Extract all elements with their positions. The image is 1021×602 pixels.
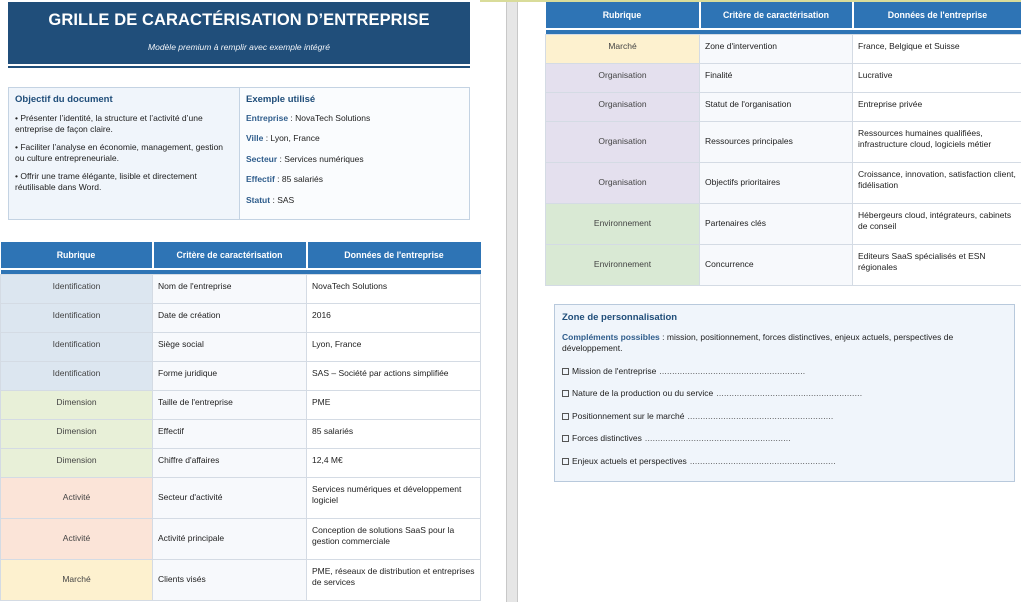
cell-donnees[interactable]: NovaTech Solutions [307,274,481,303]
checkbox-icon[interactable] [562,458,569,465]
table-row [1,390,481,419]
field-separator: : [288,112,296,123]
table-header-row [546,2,1021,29]
document-title: GRILLE DE CARACTÉRISATION D’ENTREPRISE [48,11,430,29]
document-subtitle: Modèle premium à remplir avec exemple intégré [148,42,330,52]
table-header-row [1,242,481,269]
checklist-item[interactable] [562,433,1007,445]
checkbox-icon[interactable] [562,390,569,397]
cell-critere[interactable]: Zone d'intervention [700,34,853,63]
objective-bullet: • Faciliter l’analyse en économie, management, gestion ou culture entrepreneuriale. [15,141,224,163]
cell-donnees[interactable]: France, Belgique et Suisse [853,34,1021,63]
characterization-table-page2 [545,2,1021,286]
fill-in-line[interactable]: ......................................................... [689,455,836,466]
table-row [1,448,481,477]
checkbox-icon[interactable] [562,368,569,375]
characterization-table-page1 [0,242,481,601]
header-rubrique: Rubrique [546,2,700,29]
page-gutter [506,2,518,602]
fill-in-line[interactable]: ......................................................... [716,388,863,398]
field-value: SAS [277,194,295,205]
header-donnees: Données de l'entreprise [307,242,481,269]
cell-donnees[interactable]: Editeurs SaaS spécialisés et ESN régionales [853,244,1021,285]
fill-in-line[interactable]: ......................................................... [687,410,834,421]
table-row [546,34,1021,63]
complements-text [562,332,1007,355]
table-row [546,121,1021,162]
cell-donnees[interactable]: Ressources humaines qualifiées, infrastructure cloud, logiciels métier [853,121,1021,162]
checklist-item[interactable] [562,388,1007,400]
example-panel [240,88,469,219]
header-donnees: Données de l'entreprise [853,2,1021,29]
cell-donnees[interactable]: SAS – Société par actions simplifiée [307,361,481,390]
table-row [546,63,1021,92]
cell-rubrique: Marché [1,559,153,600]
cell-rubrique: Organisation [546,92,700,121]
table-row [1,274,481,303]
field-separator: : [274,174,282,184]
cell-donnees[interactable]: 2016 [307,303,481,332]
personalization-zone [554,304,1015,482]
cell-rubrique: Organisation [546,121,700,162]
cell-critere[interactable]: Finalité [700,63,853,92]
info-box [8,87,470,220]
cell-donnees[interactable]: 12,4 M€ [307,448,481,477]
cell-rubrique: Environnement [546,244,700,285]
cell-donnees[interactable]: Hébergeurs cloud, intégrateurs, cabinets de conseil [853,203,1021,244]
complements-separator: : [659,331,667,342]
checklist-label: Mission de l'entreprise [572,365,657,376]
cell-rubrique: Organisation [546,63,700,92]
cell-donnees[interactable]: Croissance, innovation, satisfaction client, fidélisation [853,162,1021,203]
cell-critere[interactable]: Nom de l'entreprise [153,274,307,303]
table-row [546,203,1021,244]
table-row [1,477,481,518]
cell-critere[interactable]: Secteur d'activité [153,477,307,518]
checklist-label: Forces distinctives [572,433,642,443]
cell-critere[interactable]: Effectif [153,419,307,448]
cell-rubrique: Dimension [1,390,153,419]
cell-rubrique: Identification [1,303,153,332]
cell-donnees[interactable]: Lucrative [853,63,1021,92]
table-row [1,361,481,390]
cell-donnees[interactable]: PME, réseaux de distribution et entreprises de services [307,559,481,600]
cell-donnees[interactable]: PME [307,390,481,419]
cell-rubrique: Organisation [546,162,700,203]
cell-critere[interactable]: Concurrence [700,244,853,285]
checklist-label: Positionnement sur le marché [572,410,685,421]
table-row [1,518,481,559]
checklist-label: Enjeux actuels et perspectives [572,455,687,466]
field-label: Ville [246,133,264,143]
cell-critere[interactable]: Date de création [153,303,307,332]
cell-donnees[interactable]: Entreprise privée [853,92,1021,121]
cell-critere[interactable]: Siège social [153,332,307,361]
field-label: Statut [246,194,271,205]
checkbox-icon[interactable] [562,435,569,442]
table-body [1,274,481,600]
cell-donnees[interactable]: Services numériques et développement logiciel [307,477,481,518]
table-row [546,244,1021,285]
cell-critere[interactable]: Forme juridique [153,361,307,390]
example-field-effectif [246,174,463,186]
example-field-statut [246,195,463,207]
field-label: Entreprise [246,112,289,123]
cell-critere[interactable]: Clients visés [153,559,307,600]
objective-heading: Objectif du document [15,94,113,105]
field-value: NovaTech Solutions [295,112,371,123]
table-row [1,559,481,600]
cell-critere[interactable]: Objectifs prioritaires [700,162,853,203]
table-row [546,162,1021,203]
cell-rubrique: Identification [1,361,153,390]
cell-donnees[interactable]: Lyon, France [307,332,481,361]
checkbox-icon[interactable] [562,413,569,420]
personalization-checklist [562,366,1007,468]
table-row [546,92,1021,121]
cell-donnees[interactable]: 85 salariés [307,419,481,448]
cell-critere[interactable]: Partenaires clés [700,203,853,244]
objective-panel [9,88,240,219]
complements-value: mission, positionnement, forces distinctives, enjeux actuels, perspectives de développement. [562,331,954,353]
example-field-entreprise [246,113,463,125]
cell-critere[interactable]: Taille de l'entreprise [153,390,307,419]
cell-rubrique: Environnement [546,203,700,244]
table-row [1,419,481,448]
personalization-heading: Zone de personnalisation [562,312,678,323]
checklist-item[interactable] [562,411,1007,423]
fill-in-line[interactable]: ......................................................... [659,365,806,376]
checklist-item[interactable] [562,366,1007,378]
fill-in-line[interactable]: ......................................................... [644,433,791,443]
field-label: Secteur [246,153,278,164]
field-separator: : [277,153,285,164]
cell-rubrique: Activité [1,477,153,518]
header-critere: Critère de caractérisation [153,242,307,269]
cell-rubrique: Dimension [1,419,153,448]
checklist-label: Nature de la production ou du service [572,388,714,398]
field-value: 85 salariés [281,174,324,184]
cell-rubrique: Identification [1,332,153,361]
cell-donnees[interactable]: Conception de solutions SaaS pour la gestion commerciale [307,518,481,559]
cell-rubrique: Marché [546,34,700,63]
checklist-item[interactable] [562,456,1007,468]
cell-rubrique: Dimension [1,448,153,477]
objective-bullet: • Offrir une trame élégante, lisible et directement réutilisable dans Word. [15,170,197,192]
cell-critere[interactable]: Statut de l'organisation [700,92,853,121]
table-row [1,303,481,332]
complements-label: Compléments possibles [562,331,660,342]
table-row [1,332,481,361]
cell-critere[interactable]: Activité principale [153,518,307,559]
objective-bullet: • Présenter l’identité, la structure et l’activité d’une entreprise de façon claire. [15,112,203,134]
example-heading: Exemple utilisé [246,94,316,105]
header-rubrique: Rubrique [1,242,153,269]
field-label: Effectif [246,174,275,184]
cell-rubrique: Identification [1,274,153,303]
example-field-secteur [246,154,463,166]
field-value: Services numériques [284,153,364,164]
cell-critere[interactable]: Chiffre d'affaires [153,448,307,477]
cell-critere[interactable]: Ressources principales [700,121,853,162]
header-critere: Critère de caractérisation [700,2,853,29]
cell-rubrique: Activité [1,518,153,559]
field-separator: : [263,133,271,143]
field-separator: : [270,194,278,205]
example-field-ville [246,133,463,145]
title-banner [8,2,470,66]
field-value: Lyon, France [270,133,320,143]
table-body [546,34,1021,285]
